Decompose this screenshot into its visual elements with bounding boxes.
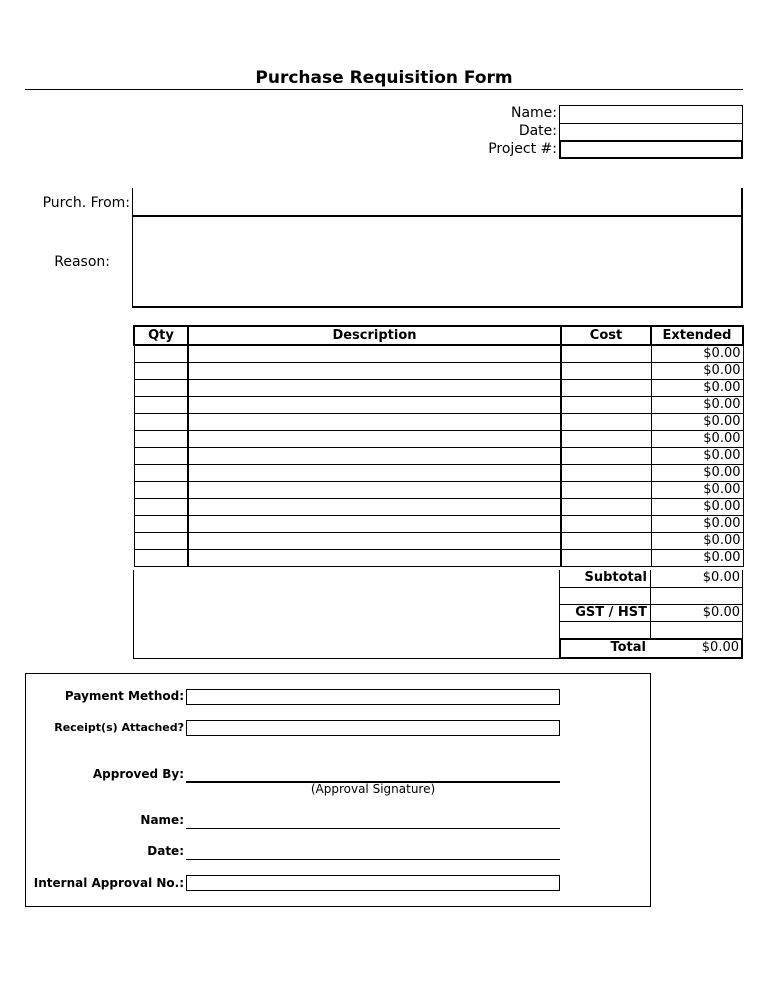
- receipts-field[interactable]: [186, 720, 560, 736]
- name-field[interactable]: [559, 105, 743, 124]
- column-header-extended: Extended: [651, 326, 743, 345]
- column-header-cost: Cost: [561, 326, 651, 345]
- table-row: [134, 533, 743, 550]
- qty-cell[interactable]: [134, 516, 188, 533]
- blank-label-cell-2: [559, 621, 651, 639]
- tax-label: GST / HST: [575, 605, 647, 620]
- subtotal-value-cell: [650, 570, 743, 588]
- blank-label-cell-1: [559, 587, 651, 605]
- qty-cell[interactable]: [134, 448, 188, 465]
- table-row: [134, 363, 743, 380]
- table-row: [134, 345, 743, 363]
- project-field[interactable]: [559, 140, 743, 159]
- approver-name-line[interactable]: [186, 828, 560, 829]
- table-row: [134, 465, 743, 482]
- table-row: [134, 550, 743, 567]
- approver-name-label: Name:: [140, 813, 184, 827]
- qty-cell[interactable]: [134, 431, 188, 448]
- extended-cell: $0.00: [651, 516, 743, 533]
- cost-cell[interactable]: [561, 499, 651, 516]
- total-label-cell: [559, 640, 649, 655]
- cost-cell[interactable]: [561, 363, 651, 380]
- qty-cell[interactable]: [134, 380, 188, 397]
- extended-cell: $0.00: [651, 380, 743, 397]
- payment-method-label: Payment Method:: [64, 689, 184, 703]
- description-cell[interactable]: [188, 431, 561, 448]
- cost-cell[interactable]: [561, 482, 651, 499]
- subtotal-label-cell: [559, 570, 651, 588]
- summary-block: [559, 570, 743, 659]
- approval-date-label: Date:: [147, 844, 184, 858]
- table-row: [134, 397, 743, 414]
- qty-cell[interactable]: [134, 345, 188, 363]
- approval-date-line[interactable]: [186, 859, 560, 860]
- description-cell[interactable]: [188, 550, 561, 567]
- total-value: $0.00: [701, 640, 739, 655]
- qty-cell[interactable]: [134, 363, 188, 380]
- reason-field[interactable]: [132, 217, 743, 308]
- cost-cell[interactable]: [561, 397, 651, 414]
- receipts-label: Receipt(s) Attached?: [54, 721, 184, 734]
- qty-cell[interactable]: [134, 414, 188, 431]
- cost-cell[interactable]: [561, 533, 651, 550]
- internal-approval-label: Internal Approval No.:: [33, 876, 184, 890]
- cost-cell[interactable]: [561, 448, 651, 465]
- description-cell[interactable]: [188, 465, 561, 482]
- table-row: [134, 380, 743, 397]
- subtotal-label: Subtotal: [584, 570, 647, 585]
- table-row: [134, 499, 743, 516]
- purch-from-field[interactable]: [132, 188, 743, 217]
- cost-cell[interactable]: [561, 465, 651, 482]
- extended-cell: $0.00: [651, 550, 743, 567]
- description-cell[interactable]: [188, 414, 561, 431]
- date-field[interactable]: [559, 123, 743, 141]
- subtotal-value: $0.00: [702, 570, 740, 585]
- table-row: [134, 448, 743, 465]
- reason-label: Reason:: [54, 254, 110, 270]
- description-cell[interactable]: [188, 345, 561, 363]
- description-cell[interactable]: [188, 499, 561, 516]
- blank-value-cell-1[interactable]: [650, 587, 743, 605]
- cost-cell[interactable]: [561, 345, 651, 363]
- cost-cell[interactable]: [561, 414, 651, 431]
- total-value-cell: [650, 640, 741, 655]
- payment-method-field[interactable]: [186, 689, 560, 705]
- extended-cell: $0.00: [651, 482, 743, 499]
- total-label: Total: [610, 640, 646, 655]
- description-cell[interactable]: [188, 380, 561, 397]
- name-label: Name:: [510, 105, 557, 121]
- description-cell[interactable]: [188, 482, 561, 499]
- table-row: [134, 482, 743, 499]
- qty-cell[interactable]: [134, 550, 188, 567]
- column-header-description: Description: [188, 326, 561, 345]
- qty-cell[interactable]: [134, 397, 188, 414]
- table-row: [134, 431, 743, 448]
- tax-label-cell: [559, 604, 651, 622]
- cost-cell[interactable]: [561, 516, 651, 533]
- extended-cell: $0.00: [651, 465, 743, 482]
- signature-caption: (Approval Signature): [310, 782, 436, 796]
- approved-by-label: Approved By:: [92, 767, 184, 781]
- extended-cell: $0.00: [651, 448, 743, 465]
- tax-value: $0.00: [702, 605, 740, 620]
- table-row: [134, 516, 743, 533]
- qty-cell[interactable]: [134, 482, 188, 499]
- column-header-qty: Qty: [134, 326, 188, 345]
- qty-cell[interactable]: [134, 499, 188, 516]
- extended-cell: $0.00: [651, 363, 743, 380]
- form-title: Purchase Requisition Form: [255, 68, 513, 88]
- extended-cell: $0.00: [651, 397, 743, 414]
- title-divider: [25, 89, 743, 90]
- description-cell[interactable]: [188, 448, 561, 465]
- notes-area[interactable]: [133, 570, 560, 659]
- table-row: [134, 414, 743, 431]
- description-cell[interactable]: [188, 397, 561, 414]
- tax-value-cell: [650, 604, 743, 622]
- extended-cell: $0.00: [651, 414, 743, 431]
- description-cell[interactable]: [188, 516, 561, 533]
- qty-cell[interactable]: [134, 533, 188, 550]
- internal-approval-field[interactable]: [186, 875, 560, 891]
- cost-cell[interactable]: [561, 380, 651, 397]
- blank-value-cell-2[interactable]: [650, 621, 743, 639]
- table-header-row: [134, 326, 743, 345]
- project-label: Project #:: [488, 141, 557, 157]
- date-label: Date:: [518, 123, 557, 139]
- description-cell[interactable]: [188, 363, 561, 380]
- extended-cell: $0.00: [651, 533, 743, 550]
- extended-cell: $0.00: [651, 345, 743, 363]
- extended-cell: $0.00: [651, 431, 743, 448]
- extended-cell: $0.00: [651, 499, 743, 516]
- description-cell[interactable]: [188, 533, 561, 550]
- cost-cell[interactable]: [561, 550, 651, 567]
- cost-cell[interactable]: [561, 431, 651, 448]
- items-table: [133, 325, 744, 567]
- purch-from-label: Purch. From:: [42, 195, 130, 211]
- qty-cell[interactable]: [134, 465, 188, 482]
